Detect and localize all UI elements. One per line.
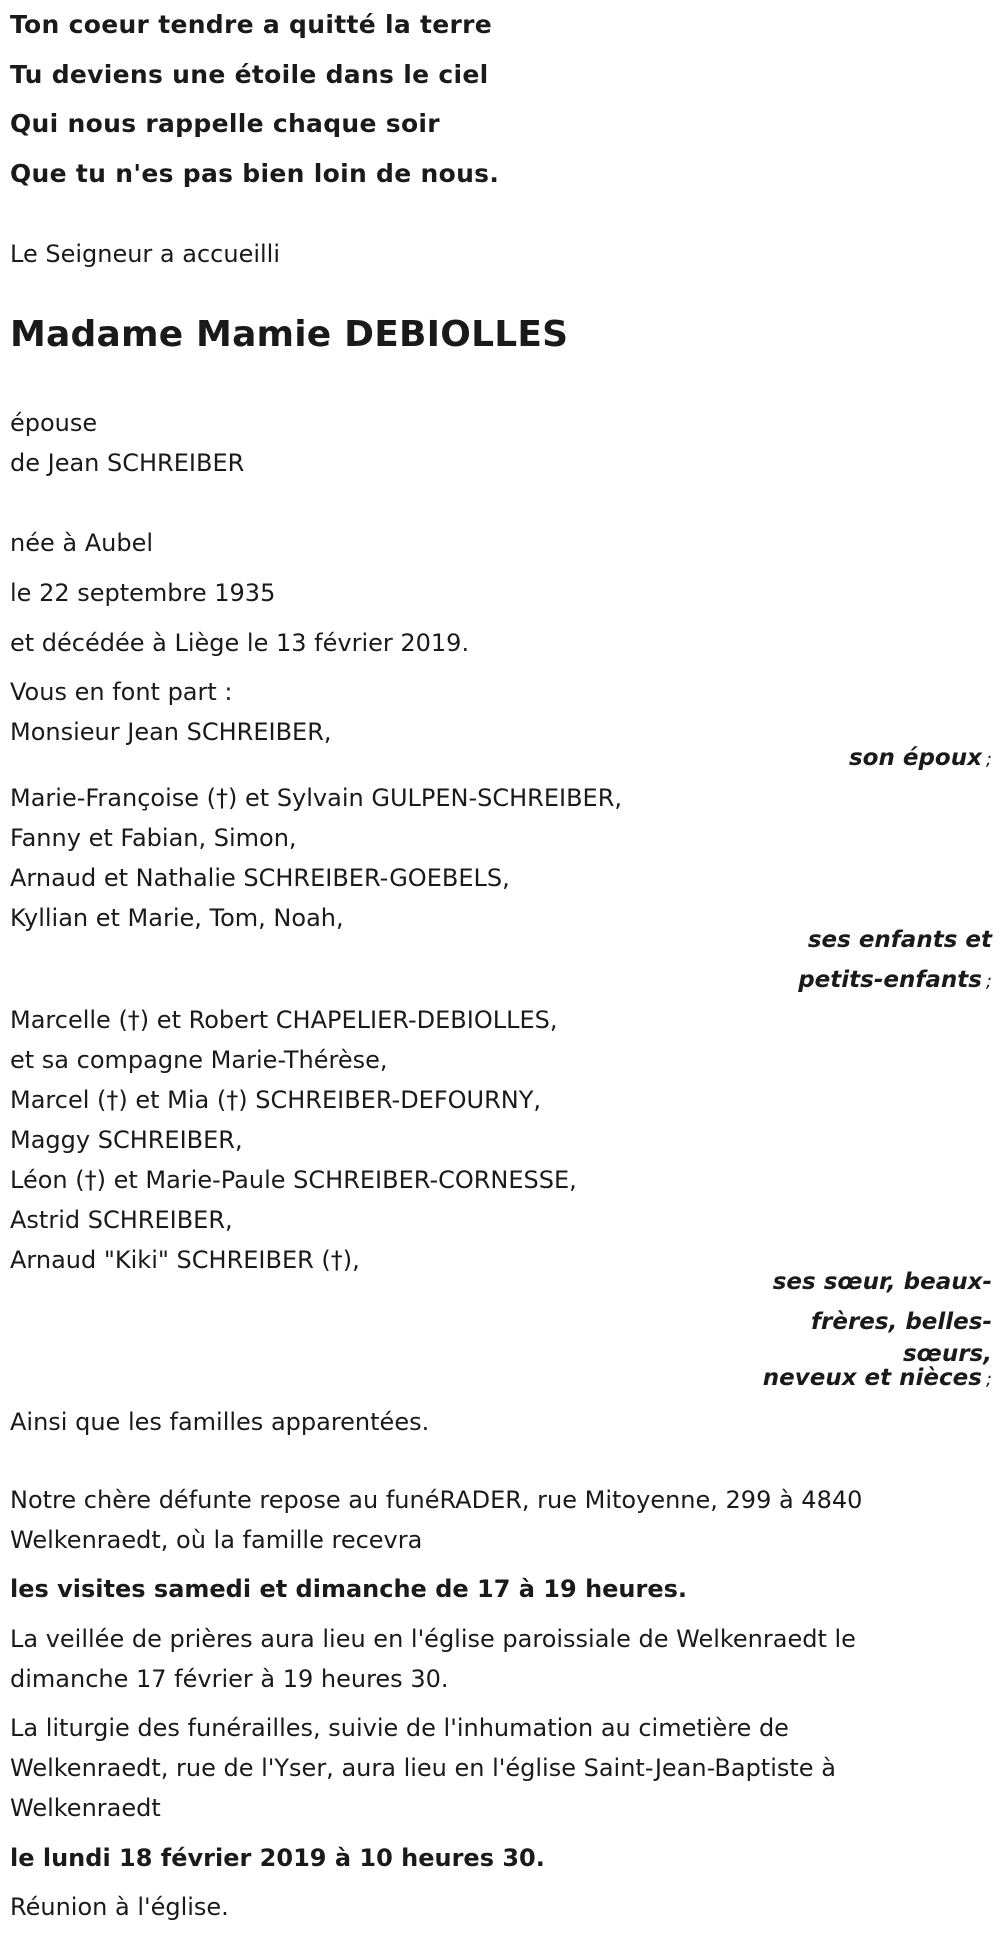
spouse-line-2: de Jean SCHREIBER — [10, 449, 245, 477]
family-role-children-2 — [798, 960, 992, 1002]
role-text: petits-enfants — [798, 967, 982, 993]
family-line: Fanny et Fabian, Simon, — [10, 824, 297, 852]
poem-line-2: Tu deviens une étoile dans le ciel — [10, 60, 489, 89]
role-text: frères, belles- — [811, 1309, 992, 1335]
vigil-line-2: dimanche 17 février à 19 heures 30. — [10, 1665, 449, 1693]
family-line: Monsieur Jean SCHREIBER, — [10, 718, 332, 746]
family-line: Arnaud et Nathalie SCHREIBER-GOEBELS, — [10, 864, 510, 892]
spouse-line-1: épouse — [10, 409, 98, 437]
birth-date: le 22 septembre 1935 — [10, 579, 276, 607]
poem-line-4: Que tu n'es pas bien loin de nous. — [10, 159, 500, 188]
role-separator: ; — [985, 1369, 992, 1390]
repose-line-1: Notre chère défunte repose au funéRADER, rue Mitoyenne, 299 à 4840 — [10, 1486, 863, 1514]
reunion-text: Réunion à l'église. — [10, 1893, 229, 1921]
funeral-date: le lundi 18 février 2019 à 10 heures 30. — [10, 1844, 545, 1872]
birth-place: née à Aubel — [10, 529, 154, 557]
poem-line-3: Qui nous rappelle chaque soir — [10, 109, 440, 138]
death-line: et décédée à Liège le 13 février 2019. — [10, 629, 470, 657]
role-separator: ; — [985, 971, 992, 992]
role-text: neveux et nièces — [762, 1365, 982, 1391]
role-separator: ; — [985, 749, 992, 770]
role-text: ses enfants et — [807, 927, 992, 953]
poem-line-1: Ton coeur tendre a quitté la terre — [10, 10, 493, 39]
family-line: Marcelle (†) et Robert CHAPELIER-DEBIOLLES, — [10, 1006, 558, 1034]
repose-line-2: Welkenraedt, où la famille recevra — [10, 1526, 423, 1554]
families-text: Ainsi que les familles apparentées. — [10, 1408, 430, 1436]
family-line: Léon (†) et Marie-Paule SCHREIBER-CORNESSE, — [10, 1166, 577, 1194]
family-role-siblings-4 — [763, 1358, 992, 1400]
vigil-line-1: La veillée de prières aura lieu en l'église paroissiale de Welkenraedt le — [10, 1625, 856, 1653]
family-line: Marcel (†) et Mia (†) SCHREIBER-DEFOURNY, — [10, 1086, 542, 1114]
role-text: son époux — [848, 745, 982, 771]
family-role-children — [808, 920, 992, 960]
family-role-siblings — [773, 1262, 992, 1302]
family-line: Marie-Françoise (†) et Sylvain GULPEN-SCHREIBER, — [10, 784, 623, 812]
visits-text: les visites samedi et dimanche de 17 à 19 heures. — [10, 1575, 688, 1603]
liturgy-line-2: Welkenraedt, rue de l'Yser, aura lieu en l'église Saint-Jean-Baptiste à — [10, 1754, 836, 1782]
role-text: sœurs, — [902, 1341, 992, 1367]
role-text: ses sœur, beaux- — [772, 1269, 992, 1295]
deceased-name: Madame Mamie DEBIOLLES — [10, 314, 569, 355]
family-line: et sa compagne Marie-Thérèse, — [10, 1046, 388, 1074]
family-role-spouse — [849, 738, 992, 780]
liturgy-line-3: Welkenraedt — [10, 1794, 161, 1822]
family-line: Kyllian et Marie, Tom, Noah, — [10, 904, 344, 932]
intro-text: Le Seigneur a accueilli — [10, 240, 281, 268]
family-line: Astrid SCHREIBER, — [10, 1206, 233, 1234]
family-line: Arnaud "Kiki" SCHREIBER (†), — [10, 1246, 360, 1274]
announce-text: Vous en font part : — [10, 678, 233, 706]
liturgy-line-1: La liturgie des funérailles, suivie de l'inhumation au cimetière de — [10, 1714, 789, 1742]
family-line: Maggy SCHREIBER, — [10, 1126, 243, 1154]
